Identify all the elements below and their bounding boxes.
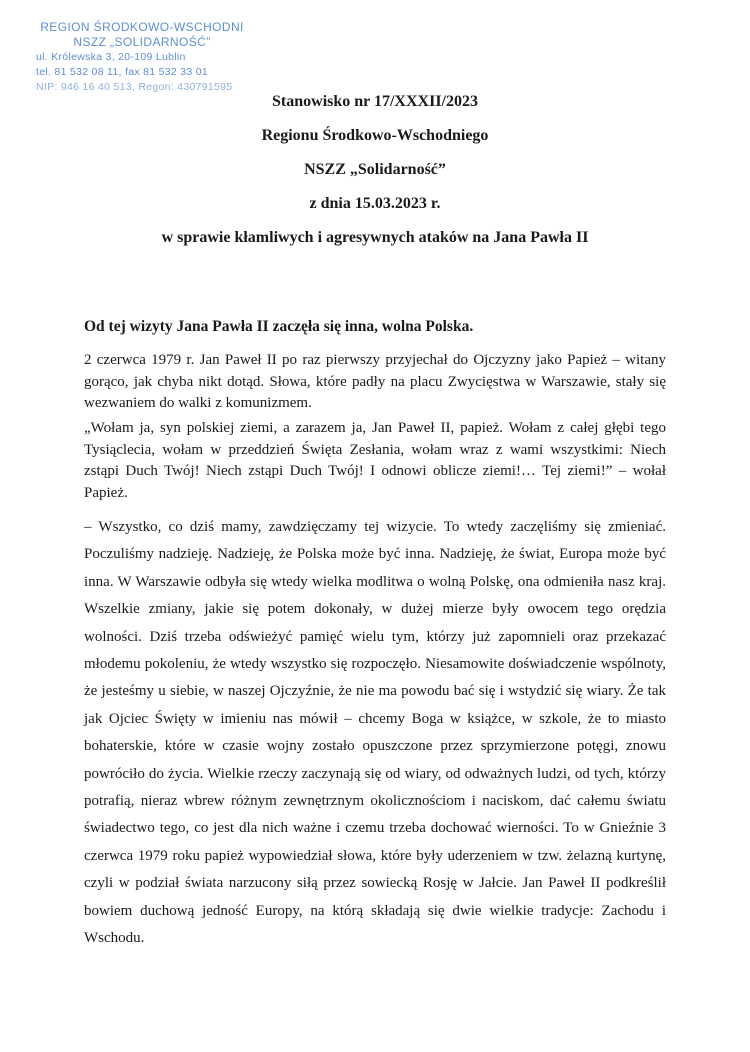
stamp-name-line1: REGION ŚRODKOWO-WSCHODNI xyxy=(40,20,244,34)
stamp-ids: NIP: 946 16 40 513, Regon: 430791595 xyxy=(36,81,233,93)
heading-region: Regionu Środkowo-Wschodniego xyxy=(261,127,489,144)
paragraph-3: – Wszystko, co dziś mamy, zawdzięczamy tej wizycie. To wtedy zaczęliśmy się zmieniać. Poczuliśmy nadzieję. Nadzieję, że Polska może być inna. Nadzieję, że świat, Europa może być inna. W Warszawie odbyła się wtedy wielka modlitwa o wolną Polskę, ona odmieniła nasz kraj. Wszelkie zmiany, jakie się potem dokonały, w dużej mierze były owocem tego orędzia wolności. Dziś trzeba odświeżyć pamięć wielu tym, którzy już zapomnieli oraz przekazać młodemu pokoleniu, że wtedy wszystko się rozpoczęło. Niesamowite doświadczenie wspólnoty, że jesteśmy u siebie, w naszej Ojczyźnie, że nie ma powodu bać się i wstydzić się wiary. Że tak jak Ojciec Święty w imieniu nas mówił – chcemy Boga w książce, w szkole, że to miasto bohaterskie, które w czasie wojny zostało opuszczone przez sprzymierzone potęgi, znowu powróciło do życia. Wielkie rzeczy zaczynają się od wiary, od odważnych ludzi, od tych, którzy potrafią, nieraz wbrew różnym zewnętrznym okolicznościom i naciskom, dać całemu światu świadectwo tego, co jest dla nich ważne i czemu trzeba dochować wierności. To w Gnieźnie 3 czerwca 1979 roku papież wypowiedział słowa, które były uderzeniem w tzw. żelazną kurtynę, czyli w podział świata narzucony siłą przez sowiecką Rosję w Jałcie. Jan Paweł II podkreślił bowiem duchową jedność Europy, na którą składają się dwie wielkie tradycje: Zachodu i Wschodu. xyxy=(84,519,666,947)
heading-union: NSZZ „Solidarność” xyxy=(304,161,446,178)
paragraph-2: „Wołam ja, syn polskiej ziemi, a zarazem ja, Jan Paweł II, papież. Wołam z całej głębi tego Tysiąclecia, wołam w przeddzień Święta Zesłania, wołam wraz z wami wszystkimi: Niech zstąpi Duch Twój! Niech zstąpi Duch Twój! I odnowi oblicze ziemi!… Tej ziemi!” – wołał Papież. xyxy=(84,420,666,501)
stamp-address: ul. Królewska 3, 20-109 Lublin xyxy=(36,51,186,63)
heading-title: Stanowisko nr 17/XXXII/2023 xyxy=(272,93,478,110)
stamp-name-line2: NSZZ „SOLIDARNOŚĆ” xyxy=(73,35,211,49)
lead-sentence: Od tej wizyty Jana Pawła II zaczęła się inna, wolna Polska. xyxy=(84,318,474,335)
document-heading xyxy=(0,92,750,262)
organization-stamp xyxy=(36,20,248,95)
paragraph-1: 2 czerwca 1979 r. Jan Paweł II po raz pierwszy przyjechał do Ojczyzny jako Papież – witany gorąco, jak chyba nikt dotąd. Słowa, które padły na placu Zwycięstwa w Warszawie, stały się wezwaniem do walki z komunizmem. xyxy=(84,352,666,411)
heading-subject: w sprawie kłamliwych i agresywnych ataków na Jana Pawła II xyxy=(161,229,589,246)
heading-date: z dnia 15.03.2023 r. xyxy=(309,195,441,212)
stamp-phone: tel. 81 532 08 11, fax 81 532 33 01 xyxy=(36,66,209,78)
